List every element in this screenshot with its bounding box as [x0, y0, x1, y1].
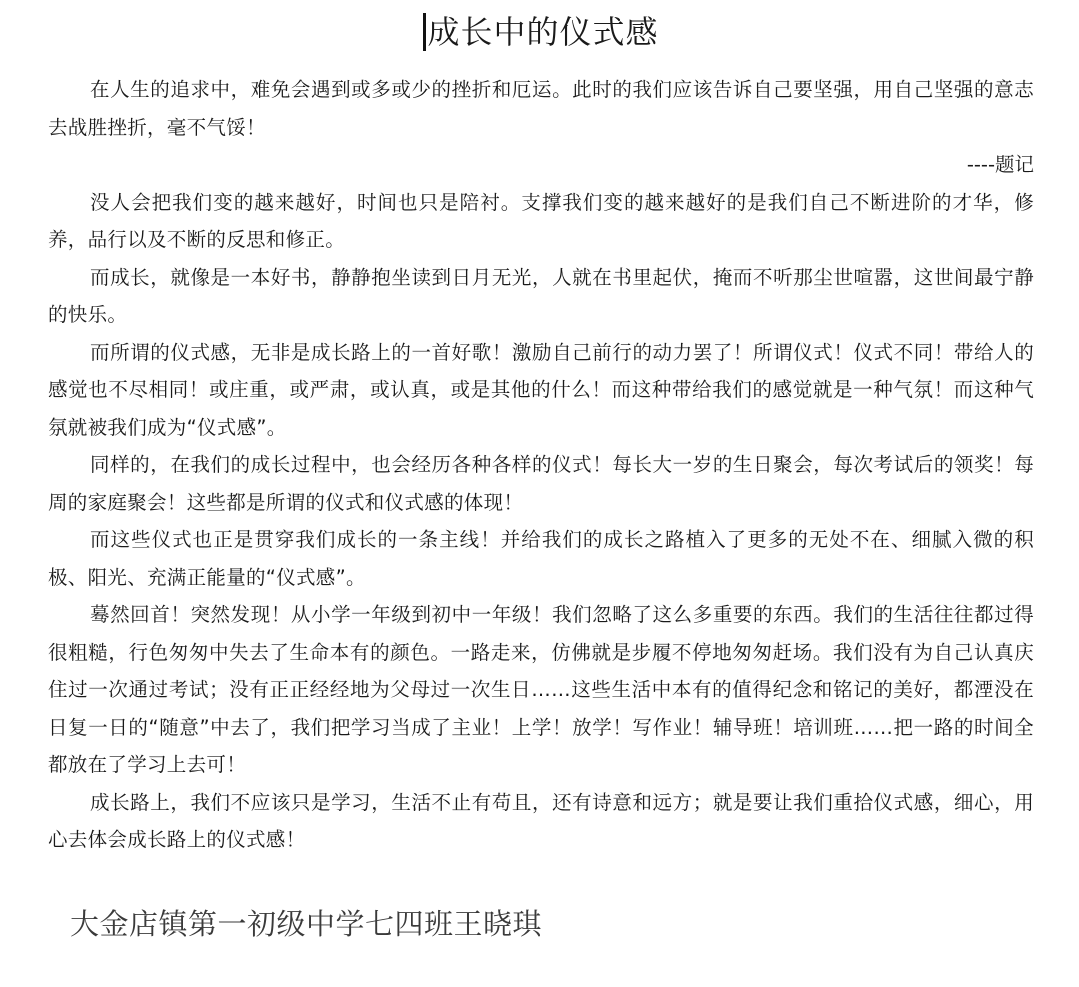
author-line: 大金店镇第一初级中学七四班王晓琪 [70, 907, 543, 941]
paragraph-4: 同样的，在我们的成长过程中，也会经历各种各样的仪式！每长大一岁的生日聚会，每次考试后的领奖！每周的家庭聚会！这些都是所谓的仪式和仪式感的体现！ [48, 453, 1034, 514]
title-row [48, 0, 1034, 64]
document-title[interactable] [423, 0, 658, 64]
paragraph-1: 没人会把我们变的越来越好，时间也只是陪衬。支撑我们变的越来越好的是我们自己不断进阶的才华，修养，品行以及不断的反思和修正。 [48, 190, 1034, 251]
title-text: 成长中的仪式感 [427, 13, 659, 51]
document-page [48, 0, 1034, 859]
paragraph-7: 成长路上，我们不应该只是学习，生活不止有苟且，还有诗意和远方；就是要让我们重拾仪式感，细心，用心去体会成长路上的仪式感！ [48, 790, 1034, 851]
paragraph-6: 蓦然回首！突然发现！从小学一年级到初中一年级！我们忽略了这么多重要的东西。我们的生活往往都过得很粗糙，行色匆匆中失去了生命本有的颜色。一路走来，仿佛就是步履不停地匆匆赶场。我们没有为自己认真庆住过一次通过考试；没有正正经经地为父母过一次生日……这些生活中本有的值得纪念和铭记的美好，都湮没在日复一日的“随意”中去了，我们把学习当成了主业！上学！放学！写作业！辅导班！培训班……把一路的时间全都放在了学习上去可！ [48, 603, 1034, 776]
text-cursor [423, 13, 426, 51]
epigraph: 在人生的追求中，难免会遇到或多或少的挫折和厄运。此时的我们应该告诉自己要坚强，用自己坚强的意志去战胜挫折，毫不气馁！ [48, 78, 1034, 139]
paragraph-5: 而这些仪式也正是贯穿我们成长的一条主线！并给我们的成长之路植入了更多的无处不在、细腻入微的积极、阳光、充满正能量的“仪式感”。 [48, 528, 1034, 589]
paragraph-3: 而所谓的仪式感，无非是成长路上的一首好歌！激励自己前行的动力罢了！所谓仪式！仪式不同！带给人的感觉也不尽相同！或庄重，或严肃，或认真，或是其他的什么！而这种带给我们的感觉就是一种气氛！而这种气氛就被我们成为“仪式感”。 [48, 340, 1034, 439]
document-body [48, 71, 1034, 859]
epigraph-sign: ----题记 [966, 153, 1034, 176]
paragraph-2: 而成长，就像是一本好书，静静抱坐读到日月无光，人就在书里起伏，掩而不听那尘世喧嚣，这世间最宁静的快乐。 [48, 265, 1034, 326]
